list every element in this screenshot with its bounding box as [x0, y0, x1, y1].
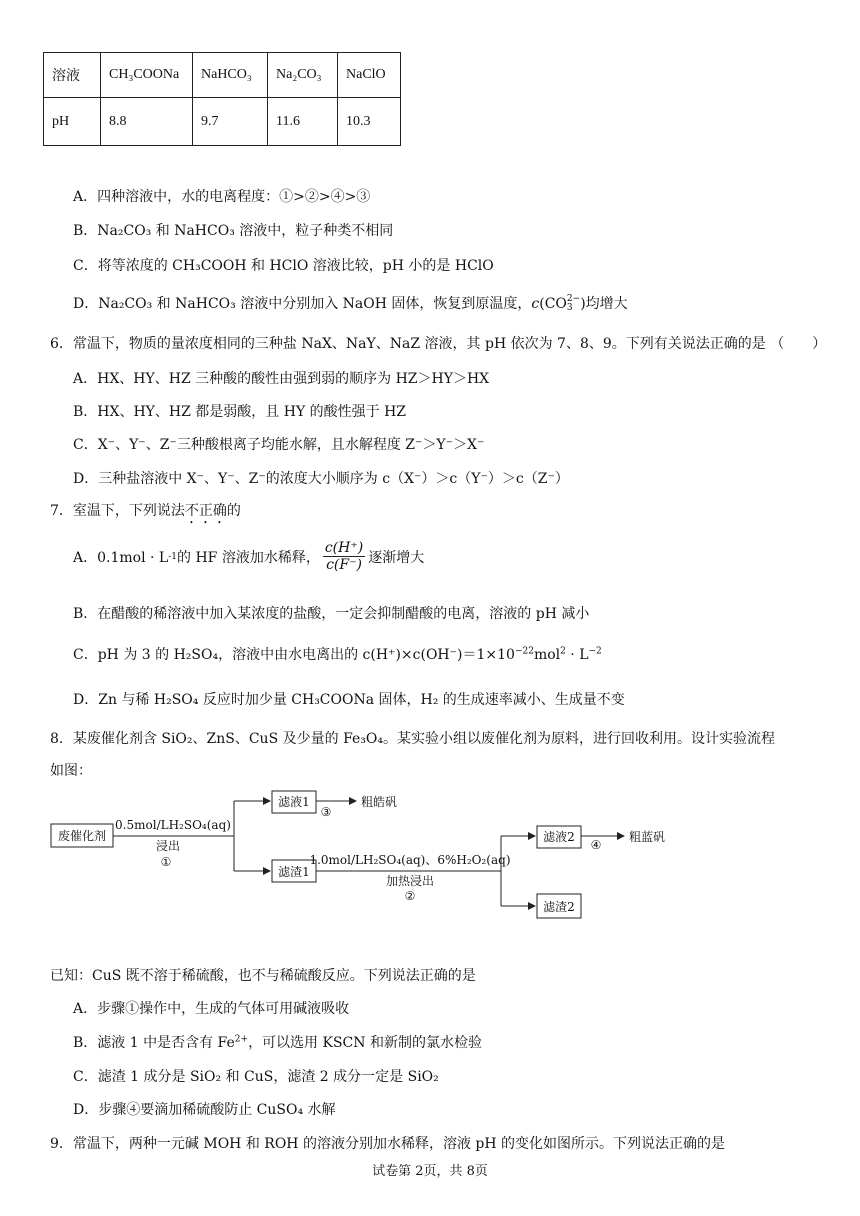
flow-label-product2: 粗蓝矾 [629, 830, 666, 844]
table-cell: NaClO [338, 53, 401, 98]
flow-label-step2-reagent: 1.0mol/LH₂SO₄(aq)、6%H₂O₂(aq) [309, 853, 511, 867]
flow-label-residue1: 滤渣1 [278, 865, 310, 879]
table-cell: 8.8 [101, 98, 193, 146]
table-cell: Na₂CO₃ [268, 53, 338, 98]
q6-option-c: C．X⁻、Y⁻、Z⁻三种酸根离子均能水解，且水解程度 Z⁻＞Y⁻＞X⁻ [73, 437, 485, 453]
q7-stem-pre: 7．室温下，下列说法 [50, 503, 185, 519]
unit-liter: · L [565, 647, 589, 663]
q8-option-b-tail: ，可以选用 KSCN 和新制的氯水检验 [248, 1035, 482, 1051]
flow-label-step1-reagent: 0.5mol/LH₂SO₄(aq) [115, 818, 231, 832]
concentration-symbol: c [531, 296, 540, 312]
q7-option-c-text: C．pH 为 3 的 H₂SO₄，溶液中由水电离出的 c(H⁺)×c(OH⁻)＝1×10 [73, 647, 515, 663]
table-cell: pH [44, 98, 101, 146]
q8-option-c: C．滤渣 1 成分是 SiO₂ 和 CuS，滤渣 2 成分一定是 SiO₂ [73, 1069, 439, 1085]
q6-option-d: D．三种盐溶液中 X⁻、Y⁻、Z⁻的浓度大小顺序为 c（X⁻）＞c（Y⁻）＞c（Z⁻） [73, 471, 569, 487]
flow-label-step2-num: ② [404, 889, 416, 903]
flow-label-product1: 粗皓矾 [361, 795, 398, 809]
q5-option-c: C．将等浓度的 CH₃COOH 和 HClO 溶液比较，pH 小的是 HClO [73, 258, 494, 274]
q6-option-b: B．HX、HY、HZ 都是弱酸，且 HY 的酸性强于 HZ [73, 404, 407, 420]
unit-exponent: 2 [560, 646, 566, 657]
flow-label-start: 废催化剂 [57, 829, 107, 843]
q5-option-b: B．Na₂CO₃ 和 NaHCO₃ 溶液中，粒子种类不相同 [73, 223, 394, 239]
q6-stem: 6．常温下，物质的量浓度相同的三种盐 NaX、NaY、NaZ 溶液，其 pH 依次为 7、8、9。下列有关说法正确的是 （ ） [50, 336, 827, 352]
q7-stem-emphasis: 不正确 [184, 503, 227, 519]
q7-stem-post: 的 [226, 503, 241, 519]
q9-stem: 9．常温下，两种一元碱 MOH 和 ROH 的溶液分别加水稀释，溶液 pH 的变化如图所示。下列说法正确的是 [50, 1136, 726, 1152]
ion-charge: 2+ [234, 1034, 249, 1045]
table-cell: 10.3 [338, 98, 401, 146]
q7-option-a-mid: 的 HF 溶液加水稀释， [177, 549, 320, 566]
flow-label-residue2: 滤渣2 [543, 900, 575, 914]
q5-option-a: A．四种溶液中，水的电离程度：①>②>④>③ [73, 189, 371, 205]
table-cell: 9.7 [193, 98, 268, 146]
q7-option-d: D．Zn 与稀 H₂SO₄ 反应时加少量 CH₃COONa 固体，H₂ 的生成速率减小、生成量不变 [73, 692, 625, 708]
ion-charge: 2− [566, 294, 581, 304]
ratio-numerator: c(H⁺) [324, 540, 364, 556]
q8-option-a: A．步骤①操作中，生成的气体可用碱液吸收 [73, 1001, 350, 1017]
flow-label-step2-op: 加热浸出 [385, 874, 435, 888]
flow-label-filtrate1: 滤液1 [278, 795, 310, 809]
flow-label-step1-num: ① [160, 855, 172, 869]
q6-option-a: A．HX、HY、HZ 三种酸的酸性由强到弱的顺序为 HZ＞HY＞HX [73, 371, 490, 387]
power-exponent: −22 [514, 646, 534, 657]
flow-label-step4-num: ④ [590, 838, 602, 852]
q7-option-b: B．在醋酸的稀溶液中加入某浓度的盐酸，一定会抑制醋酸的电离，溶液的 pH 减小 [73, 606, 590, 622]
carbonate-ion: CO [544, 296, 567, 312]
table-cell: 溶液 [44, 53, 101, 98]
flow-label-filtrate2: 滤液2 [543, 830, 575, 844]
table-cell: NaHCO₃ [193, 53, 268, 98]
table-cell: 11.6 [268, 98, 338, 146]
q8-stem-continued: 如图： [50, 763, 92, 779]
unit-exponent: −2 [588, 646, 602, 657]
q8-option-b-text: B．滤液 1 中是否含有 Fe [73, 1035, 235, 1051]
flow-label-step1-op: 浸出 [155, 839, 181, 853]
unit-mol: mol [533, 647, 561, 663]
q8-stem: 8．某废催化剂含 SiO₂、ZnS、CuS 及少量的 Fe₃O₄。某实验小组以废催化剂为原料，进行回收利用。设计实验流程 [50, 731, 776, 747]
page-footer: 试卷第 2页，共 8页 [372, 1164, 488, 1179]
q5-option-d-tail: )均增大 [580, 296, 628, 312]
ratio-denominator: c(F⁻) [326, 557, 362, 573]
q8-option-d: D．步骤④要滴加稀硫酸防止 CuSO₄ 水解 [73, 1102, 336, 1118]
table-cell: CH₃COONa [101, 53, 193, 98]
q5-option-d: D．Na₂CO₃ 和 NaHCO₃ 溶液中分别加入 NaOH 固体，恢复到原温度，c(CO 2− 3 )均增大 [73, 294, 628, 313]
q7-option-a-text: A．0.1mol · L [73, 549, 169, 566]
q5-option-d-text: D．Na₂CO₃ 和 NaHCO₃ 溶液中分别加入 NaOH 固体，恢复到原温度， [73, 296, 532, 312]
ion-subscript: 3 [566, 303, 573, 313]
q8-option-b [73, 1032, 482, 1052]
q7-option-a: A．0.1mol · L -1 的 HF 溶液加水稀释， $\frac{c(H^+)}{c(F^-)}$ 逐渐增大 [73, 540, 425, 573]
flow-label-step3-num: ③ [320, 805, 332, 819]
q7-option-a-tail: 逐渐增大 [368, 549, 425, 566]
q8-known: 已知：CuS 既不溶于稀硫酸，也不与稀硫酸反应。下列说法正确的是 [50, 968, 476, 984]
